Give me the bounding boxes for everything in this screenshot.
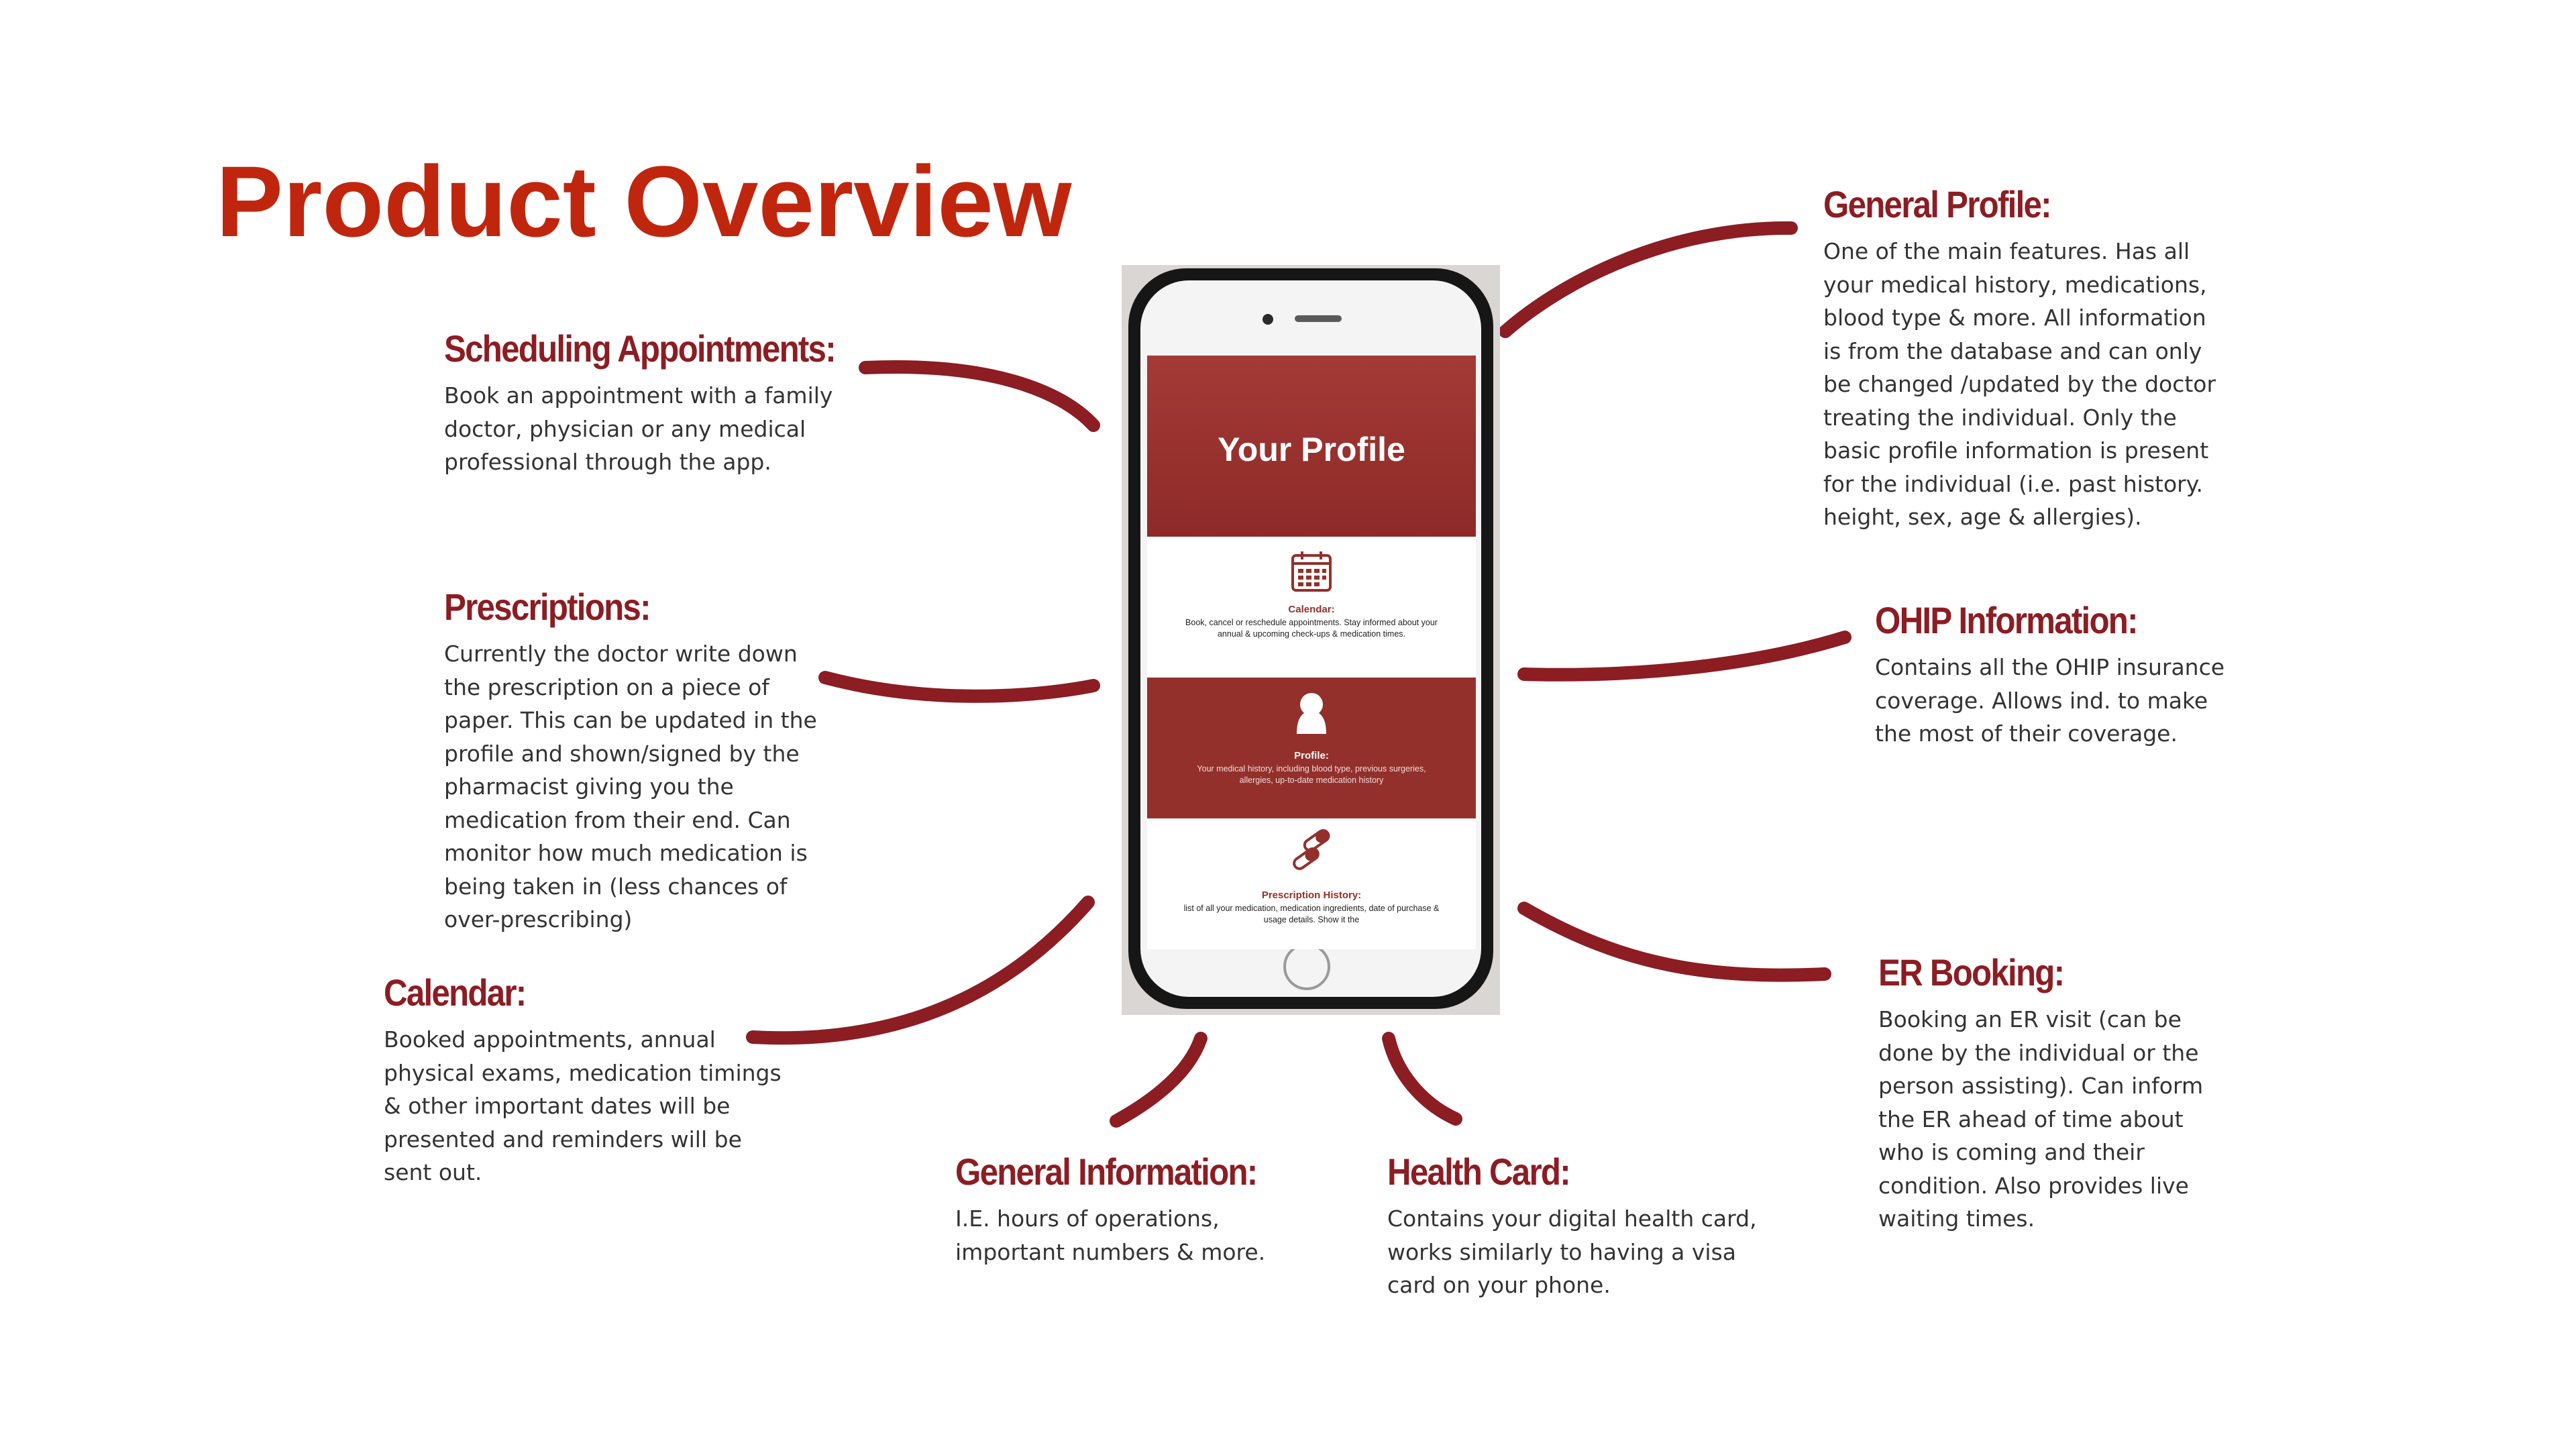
profile-section-text: Your medical history, including blood type, previous surgeries, allergies, up-to-date medication history — [1197, 764, 1426, 785]
connector-ohip — [1524, 637, 1845, 675]
feature-general-profile — [1823, 181, 2226, 534]
profile-section — [1147, 678, 1476, 818]
feature-general-profile-text: One of the main features. Has all your medical history, medications, blood type & more. All information is from the database and can only be changed /updated by the doctor treating the individual. Only the basic profile information is present for the individual (i.e. past history. height, sex, age & allergies). — [1823, 238, 2216, 530]
person-icon — [1289, 690, 1334, 735]
feature-prescriptions-text: Currently the doctor write down the prescription on a piece of paper. This can be updated in the profile and shown/signed by the pharmacist giving you the medication from their end. Can monitor how much medication is being taken in (less chances of over-prescribing) — [444, 641, 817, 932]
feature-health-card — [1387, 1148, 1763, 1302]
pills-icon — [1289, 828, 1334, 873]
connector-general-information — [1116, 1038, 1201, 1121]
phone-home-button — [1283, 943, 1330, 990]
page-title: Product Overview — [216, 145, 1072, 258]
feature-general-information — [955, 1148, 1291, 1269]
prescription-history-text: list of all your medication, medication ingredients, date of purchase & usage details. Show it the — [1183, 904, 1440, 924]
calendar-section-heading: Calendar: — [1288, 604, 1335, 615]
screen-title: Your Profile — [1218, 431, 1405, 468]
feature-calendar-text: Booked appointments, annual physical exams, medication timings & other important dates will be presented and reminders will be sent out. — [384, 1026, 782, 1185]
connector-health-card — [1389, 1038, 1456, 1119]
phone-camera — [1263, 314, 1273, 325]
feature-general-profile-title: General Profile: — [1823, 183, 2051, 225]
feature-general-information-title: General Information: — [955, 1150, 1257, 1193]
feature-scheduling — [444, 325, 847, 479]
phone-speaker — [1295, 315, 1342, 322]
feature-health-card-title: Health Card: — [1387, 1150, 1570, 1193]
prescription-history-section — [1147, 818, 1476, 949]
profile-header — [1147, 356, 1476, 537]
feature-calendar — [384, 969, 786, 1189]
feature-ohip-title: OHIP Information: — [1875, 599, 2137, 641]
connector-er-booking — [1524, 908, 1825, 975]
feature-ohip — [1875, 597, 2237, 751]
profile-section-heading: Profile: — [1294, 750, 1329, 761]
feature-prescriptions-title: Prescriptions: — [444, 586, 650, 628]
calendar-section — [1147, 537, 1476, 678]
feature-scheduling-text: Book an appointment with a family doctor, physician or any medical professional through the app. — [444, 382, 833, 475]
feature-general-information-text: I.E. hours of operations, important numbers & more. — [955, 1205, 1266, 1265]
calendar-section-text: Book, cancel or reschedule appointments. Stay informed about your annual & upcoming check-ups & medication times. — [1185, 618, 1438, 639]
feature-ohip-text: Contains all the OHIP insurance coverage. Allows ind. to make the most of their coverage. — [1875, 654, 2225, 747]
phone-screen — [1147, 356, 1476, 949]
feature-prescriptions — [444, 584, 820, 936]
calendar-icon — [1289, 549, 1334, 594]
connector-scheduling — [865, 367, 1093, 425]
prescription-history-heading: Prescription History: — [1261, 890, 1362, 901]
feature-scheduling-title: Scheduling Appointments: — [444, 327, 835, 370]
connector-prescriptions — [825, 678, 1093, 696]
feature-er-booking-title: ER Booking: — [1878, 951, 2064, 994]
connector-general-profile — [1505, 228, 1791, 331]
feature-health-card-text: Contains your digital health card, works similarly to having a visa card on your phone. — [1387, 1205, 1757, 1298]
feature-er-booking — [1878, 949, 2227, 1236]
feature-er-booking-text: Booking an ER visit (can be done by the individual or the person assisting). Can inform the ER ahead of time about who is coming and their condition. Also provides live waiting times. — [1878, 1006, 2204, 1232]
feature-calendar-title: Calendar: — [384, 971, 526, 1014]
